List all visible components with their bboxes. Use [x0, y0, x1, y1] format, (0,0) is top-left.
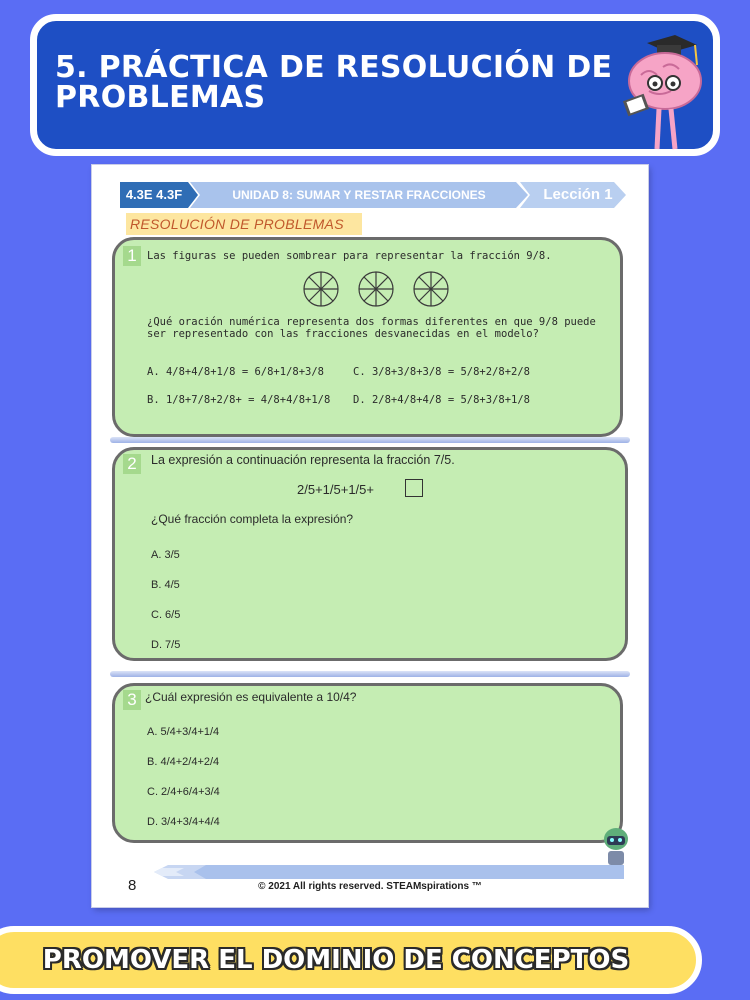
question-3-number: 3: [123, 690, 141, 710]
question-1-option-c[interactable]: C. 3/8+3/8+3/8 = 5/8+2/8+2/8: [353, 366, 531, 378]
page-title: 5. PRÁCTICA DE RESOLUCIÓN DE PROBLEMAS: [55, 50, 613, 115]
question-2-option-a[interactable]: A. 3/5: [151, 549, 180, 561]
question-1-text-line2: ser representado con las fracciones desvanecidas en el modelo?: [147, 328, 539, 340]
bottom-banner: [0, 926, 702, 994]
page-number: 8: [128, 877, 137, 894]
unit-label: UNIDAD 8: SUMAR Y RESTAR FRACCIONES: [232, 188, 486, 202]
question-3-option-d[interactable]: D. 3/4+3/4+4/4: [147, 816, 220, 828]
question-1-prompt: Las figuras se pueden sombrear para representar la fracción 9/8.: [147, 250, 552, 262]
question-3-prompt: ¿Cuál expresión es equivalente a 10/4?: [145, 690, 357, 704]
fraction-circles-icon: [301, 270, 451, 308]
question-2-expression: 2/5+1/5+1/5+: [297, 482, 374, 497]
standards-ribbon: [120, 182, 198, 208]
question-1-option-b[interactable]: B. 1/8+7/8+2/8+ = 4/8+4/8+1/8: [147, 394, 331, 406]
footer-bar: [154, 865, 624, 879]
bottom-banner-text: PROMOVER EL DOMINIO DE CONCEPTOS: [42, 945, 630, 975]
answer-blank-box[interactable]: [405, 479, 423, 497]
question-2-box: [112, 447, 628, 661]
question-3-box: [112, 683, 623, 843]
question-2-number: 2: [123, 454, 141, 474]
question-1-option-a[interactable]: A. 4/8+4/8+1/8 = 6/8+1/8+3/8: [147, 366, 325, 378]
worksheet-page: [92, 165, 648, 907]
question-3-option-c[interactable]: C. 2/4+6/4+3/4: [147, 786, 220, 798]
question-2-option-d[interactable]: D. 7/5: [151, 639, 181, 651]
question-1-number: 1: [123, 246, 141, 266]
question-2-prompt: La expresión a continuación representa la fracción 7/5.: [151, 453, 455, 467]
title-banner: [30, 14, 720, 156]
lesson-label: Lección 1: [543, 186, 613, 203]
question-2-option-c[interactable]: C. 6/5: [151, 609, 181, 621]
lesson-ribbon: [520, 182, 626, 208]
question-3-option-b[interactable]: B. 4/4+2/4+2/4: [147, 756, 220, 768]
question-2-question: ¿Qué fracción completa la expresión?: [151, 512, 354, 526]
question-1-text-line1: ¿Qué oración numérica representa dos formas diferentes en que 9/8 puede: [147, 316, 596, 328]
standards-label: 4.3E 4.3F: [125, 187, 183, 202]
question-1-option-d[interactable]: D. 2/8+4/8+4/8 = 5/8+3/8+1/8: [353, 394, 531, 406]
divider: [110, 437, 630, 443]
section-label: RESOLUCIÓN DE PROBLEMAS: [126, 213, 362, 235]
question-3-option-a[interactable]: A. 5/4+3/4+1/4: [147, 726, 220, 738]
copyright-text: © 2021 All rights reserved. STEAMspirations ™: [258, 881, 482, 892]
question-2-option-b[interactable]: B. 4/5: [151, 579, 180, 591]
brain-mascot-icon: [597, 31, 717, 151]
unit-ribbon: [190, 182, 528, 208]
divider: [110, 671, 630, 677]
question-1-box: [112, 237, 623, 437]
